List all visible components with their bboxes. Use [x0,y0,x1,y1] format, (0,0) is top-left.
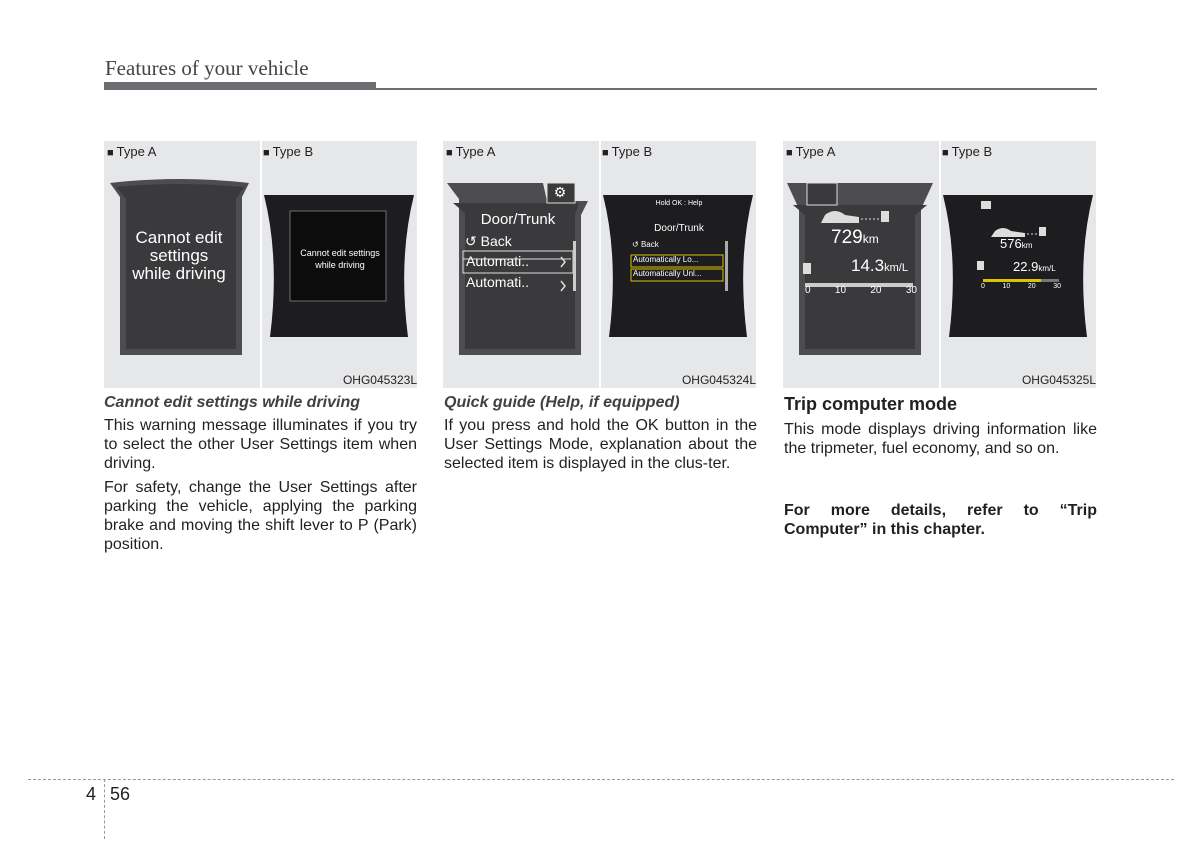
section-heading: Trip computer mode [784,394,958,414]
range-readout-type-b: 576km [1000,236,1033,251]
body-quick-guide [444,416,757,478]
chapter-number: 4 [86,784,97,804]
footer-rule [28,779,1174,780]
menu-item-type-a: Automati.. [466,274,530,290]
back-arrow-icon: ↺ [465,233,477,249]
fuel-economy-readout-type-b: 22.9km/L [1013,259,1056,274]
page-number: 56 [110,784,131,804]
warning-message-type-b: Cannot edit settings while driving [300,248,380,270]
paragraph: This mode displays driving information like the tripmeter, fuel economy, and so on. [784,421,1097,457]
header-rule [104,88,1097,90]
economy-scale-type-a: 0 10 20 30 [805,285,917,296]
square-bullet-icon: ■ [602,147,609,159]
reference-note: For more details, refer to “Trip Computer” in this chapter. [784,502,1097,538]
figure-code: OHG045325L [1021,373,1096,387]
type-b-label: ■ Type B [942,144,993,159]
type-b-label: ■ Type B [263,144,314,159]
gear-icon: ⚙ [553,184,567,200]
cluster-screen-type-b [601,189,756,339]
type-b-label: ■ Type B [602,144,653,159]
footer-divider [104,779,105,839]
back-item-type-b: ↺ Back [632,240,659,249]
figure-cannot-edit [104,141,417,388]
fuel-economy-readout-type-a: 14.3km/L [851,256,908,275]
paragraph: If you press and hold the OK button in the User Settings Mode, explanation about the selected item is displayed in the clus-ter. [444,417,757,472]
paragraph: For safety, change the User Settings after parking the vehicle, applying the parking brake and moving the shift lever to P (Park) position. [104,479,417,553]
page-header-title: Features of your vehicle [105,56,309,80]
menu-title-type-b: Door/Trunk [654,223,704,234]
figure-code: OHG045323L [342,373,417,387]
square-bullet-icon: ■ [446,147,453,159]
back-item-type-a: ↺ Back [465,233,512,249]
type-a-label: ■ Type A [786,144,836,159]
menu-item-selected-type-a: Automati.. [466,253,530,269]
warning-message-type-a: Cannot edit settings while driving [132,228,226,283]
body-cannot-edit [104,416,417,559]
menu-item-type-b: Automatically Unl... [633,269,702,278]
figure-trip-computer [783,141,1096,388]
body-trip-computer [784,420,1097,463]
square-bullet-icon: ■ [263,147,270,159]
back-arrow-icon: ↺ [632,240,639,249]
square-bullet-icon: ■ [942,147,949,159]
type-a-label: ■ Type A [107,144,157,159]
economy-scale-type-b: 0 10 20 30 [981,283,1061,290]
square-bullet-icon: ■ [786,147,793,159]
help-hint-type-b: Hold OK : Help [655,200,703,207]
menu-title-type-a: Door/Trunk [480,211,556,228]
caption-cannot-edit: Cannot edit settings while driving [104,394,361,411]
figure-quick-guide [443,141,756,388]
range-readout-type-a: 729km [831,227,879,248]
type-a-label: ■ Type A [446,144,496,159]
caption-quick-guide: Quick guide (Help, if equipped) [444,394,680,411]
paragraph: This warning message illuminates if you try to select the other User Settings item when driving. [104,417,417,472]
menu-item-selected-type-b: Automatically Lo... [633,255,699,264]
square-bullet-icon: ■ [107,147,114,159]
figure-code: OHG045324L [681,373,756,387]
